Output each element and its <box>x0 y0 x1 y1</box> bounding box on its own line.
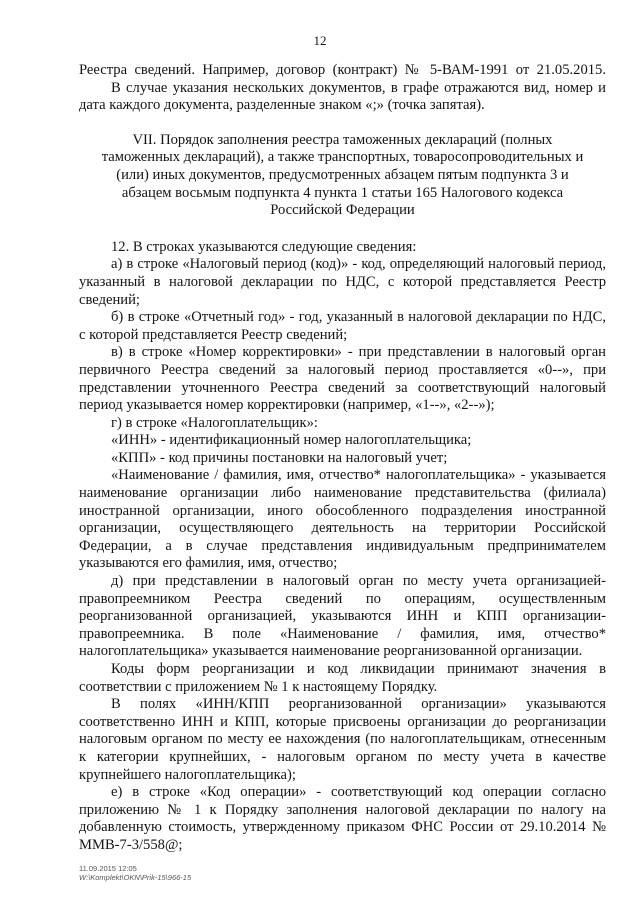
section-heading: VII. Порядок заполнения реестра таможенных деклараций (полных таможенных деклараций), а также транспортных, товаросопроводительных и (или) иных документов, предусмотренных абзацем пятым подпункта 3 и абзацем восьмым подпункта 4 пункта 1 статьи 165 Налогового кодекса Российской Федерации <box>101 131 584 219</box>
footer-timestamp: 11.09.2015 12:05 <box>79 864 137 873</box>
paragraph-b-reporting-year: б) в строке «Отчетный год» - год, указанный в налоговой декларации по НДС, с которой представляется Реестр сведений; <box>79 309 606 343</box>
paragraph-d-successor: д) при представлении в налоговый орган по месту учета организацией-правопреемником Реестра сведений по операциям, осуществленным реорганизованной организацией, указываются ИНН и КПП организации-правопреемника. В поле «Наименование / фамилия, имя, отчество* налогоплательщика» указывается наименование реорганизованной организации. <box>79 573 606 660</box>
footer-file-path: W:\Komplekt\OKN\Prik-15\966-15 <box>79 873 192 882</box>
paragraph-reorg-inn-kpp: В полях «ИНН/КПП реорганизованной организации» указываются соответственно ИНН и КПП, которые присвоены организации до реорганизации налоговым органом по месту ее нахождения (по налогоплательщикам, отнесенным к категории крупнейших, - налоговым органом по месту учета в качестве крупнейшего налогоплательщика); <box>79 696 606 783</box>
paragraph-12-intro: 12. В строках указываются следующие сведения: <box>111 238 417 255</box>
paragraph-a-tax-period: а) в строке «Налоговый период (код)» - код, определяющий налоговый период, указанный в налоговой декларации по НДС, с которой представляется Реестр сведений; <box>79 256 606 308</box>
paragraph-reorg-codes: Коды форм реорганизации и код ликвидации принимают значения в соответствии с приложением № 1 к настоящему Порядку. <box>79 661 606 695</box>
paragraph-v-correction-number: в) в строке «Номер корректировки» - при представлении в налоговый орган первичного Реестра сведений за налоговый период проставляется «0--», при представлении уточненного Реестра сведений за соответствующий налоговый период указывается номер корректировки (например, «1--», «2--»); <box>79 344 606 414</box>
paragraph-name: «Наименование / фамилия, имя, отчество* налогоплательщика» - указывается наименование организации либо наименование представительства (филиала) иностранной организации, иного обособленного подразделения иностранной организации, осуществляющего деятельность на территории Российской Федерации, а в случае представления индивидуальным предпринимателем указываются его фамилия, имя, отчество; <box>79 467 606 572</box>
paragraph-e-operation-code: е) в строке «Код операции» - соответствующий код операции согласно приложению № 1 к Порядку заполнения налоговой декларации по налогу на добавленную стоимость, утвержденному приказом ФНС России от 29.10.2014 № ММВ-7-3/558@; <box>79 784 606 853</box>
page-number: 12 <box>313 33 327 48</box>
file-footer <box>79 864 191 882</box>
intro-line-1: Реестра сведений. Например, договор (контракт) № 5-ВАМ-1991 от 21.05.2015. <box>79 62 606 78</box>
intro-paragraph: В случае указания нескольких документов, в графе отражаются вид, номер и дата каждого документа, разделенные знаком «;» (точка запятая). <box>79 79 606 114</box>
paragraph-g-taxpayer: г) в строке «Налогоплательщик»: <box>111 414 318 431</box>
document-body <box>79 62 606 855</box>
paragraph-inn: «ИНН» - идентификационный номер налогоплательщика; <box>111 432 472 449</box>
paragraph-kpp: «КПП» - код причины постановки на налоговый учет; <box>111 449 448 466</box>
